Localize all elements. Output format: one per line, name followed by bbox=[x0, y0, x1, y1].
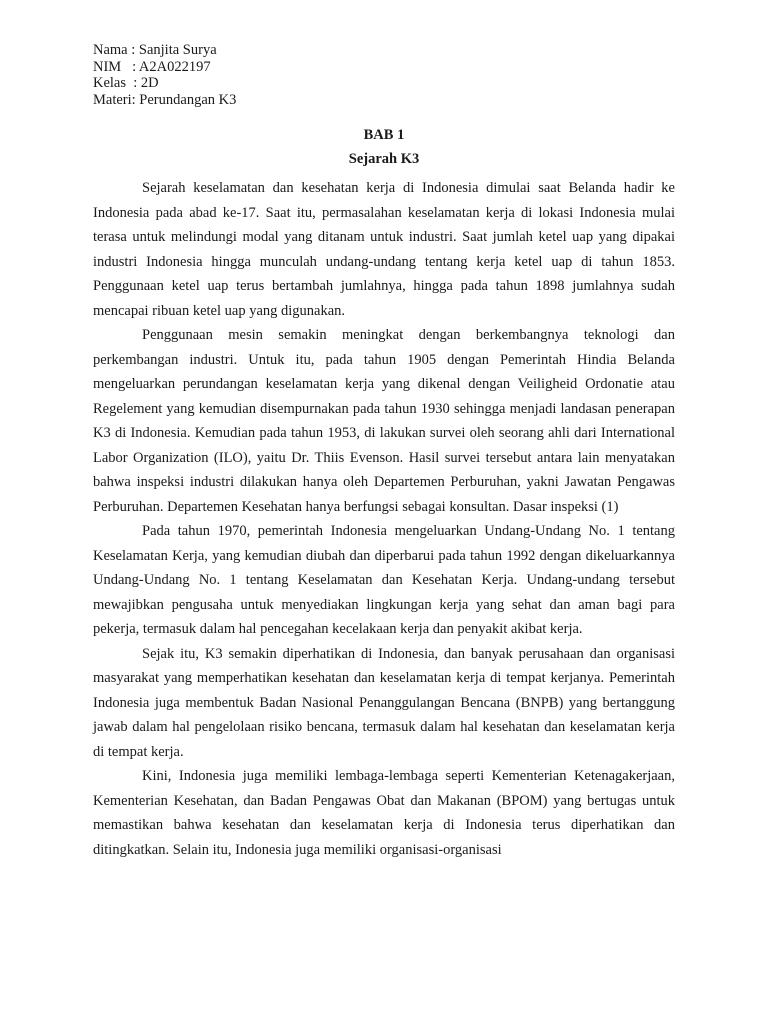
paragraph: Sejarah keselamatan dan kesehatan kerja di Indonesia dimulai saat Belanda hadir ke Indonesia pada abad ke-17. Saat itu, permasalahan keselamatan kerja di lokasi Indonesia mulai terasa untuk melindungi modal yang ditanam untuk industri. Saat jumlah ketel uap yang dipakai industri Indonesia hingga munculah undang-undang tentang kerja ketel uap di tahun 1853. Penggunaan ketel uap terus bertambah jumlahnya, hingga pada tahun 1898 jumlahnya sudah mencapai ribuan ketel uap yang digunakan. bbox=[93, 180, 675, 319]
paragraph: Penggunaan mesin semakin meningkat dengan berkembangnya teknologi dan perkembangan industri. Untuk itu, pada tahun 1905 dengan Pemerintah Hindia Belanda mengeluarkan perundangan keselamatan kerja yang dikenal dengan Veiligheid Ordonatie atau Regelement yang kemudian disempurnakan pada tahun 1930 sehingga menjadi landasan penerapan K3 di Indonesia. Kemudian pada tahun 1953, di lakukan survei oleh seorang ahli dari International Labor Organization (ILO), yaitu Dr. Thiis Evenson. Hasil survei tersebut antara lain menyatakan bahwa inspeksi industri dilakukan hanya oleh Departemen Perburuhan, yakni Jawatan Pengawas Perburuhan. Departemen Kesehatan hanya berfungsi sebagai konsultan. Dasar inspeksi (1) bbox=[93, 327, 675, 515]
chapter-title: Sejarah K3 bbox=[348, 151, 420, 167]
paragraph: Kini, Indonesia juga memiliki lembaga-lembaga seperti Kementerian Ketenagakerjaan, Kementerian Kesehatan, dan Badan Pengawas Obat dan Makanan (BPOM) yang bertugas untuk memastikan bahwa kesehatan dan keselamatan kerja di Indonesia terus diperhatikan dan ditingkatkan. Selain itu, Indonesia juga memiliki organisasi-organisasi bbox=[93, 768, 675, 858]
paragraph: Sejak itu, K3 semakin diperhatikan di Indonesia, dan banyak perusahaan dan organisasi masyarakat yang memperhatikan kesehatan dan keselamatan kerja di tempat kerjanya. Pemerintah Indonesia juga membentuk Badan Nasional Penanggulangan Bencana (BNPB) yang bertanggung jawab dalam hal pengelolaan risiko bencana, termasuk dalam hal kesehatan dan keselamatan kerja di tempat kerja. bbox=[93, 645, 675, 760]
student-info-header bbox=[93, 42, 236, 108]
course-material: Materi: Perundangan K3 bbox=[93, 91, 237, 108]
student-nim: NIM : A2A022197 bbox=[93, 58, 211, 75]
paragraph: Pada tahun 1970, pemerintah Indonesia mengeluarkan Undang-Undang No. 1 tentang Keselamatan Kerja, yang kemudian diubah dan diperbarui pada tahun 1992 dengan dikeluarkannya Undang-Undang No. 1 tentang Keselamatan dan Kesehatan Kerja. Undang-undang tersebut mewajibkan pengusaha untuk menyediakan lingkungan kerja yang sehat dan aman bagi para pekerja, termasuk dalam hal pencegahan kecelakaan kerja dan penyakit akibat kerja. bbox=[93, 523, 675, 637]
student-class: Kelas : 2D bbox=[93, 75, 159, 91]
chapter-number: BAB 1 bbox=[363, 127, 405, 143]
body-text bbox=[93, 176, 675, 862]
student-name: Nama : Sanjita Surya bbox=[93, 42, 217, 58]
